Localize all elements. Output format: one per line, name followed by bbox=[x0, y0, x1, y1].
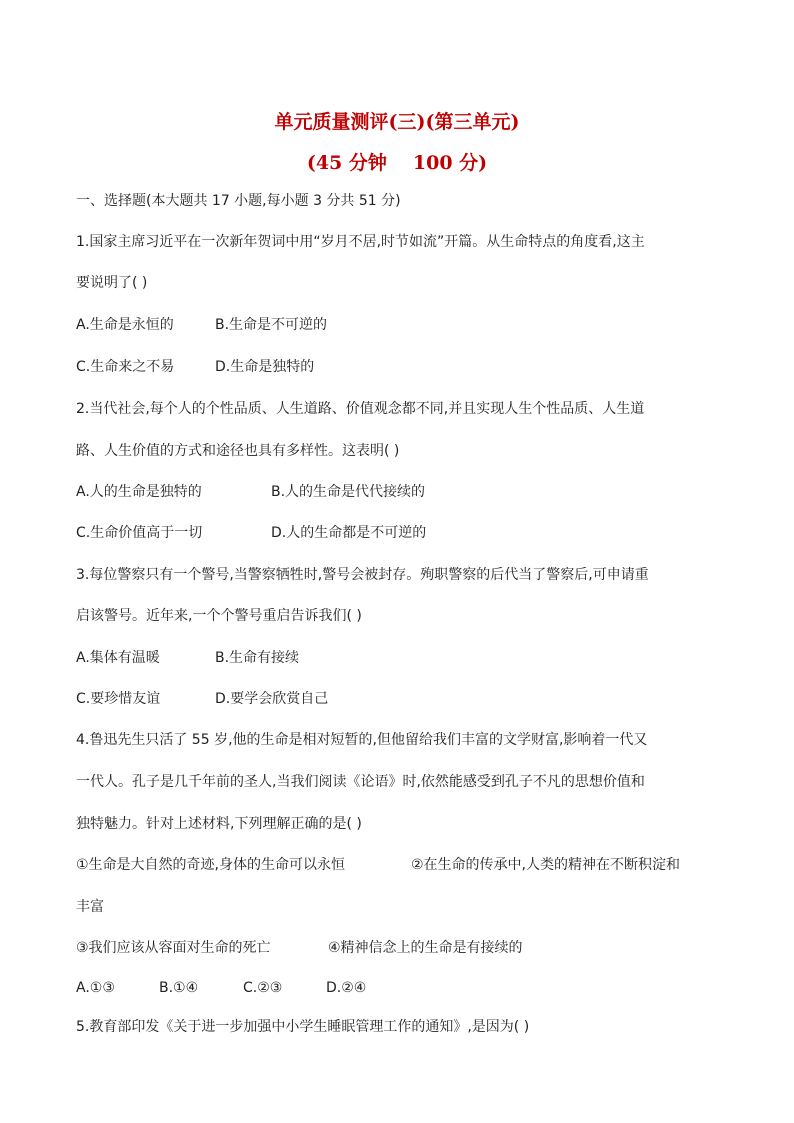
page-title: 单元质量测评(三)(第三单元) bbox=[274, 111, 520, 133]
question-4-statement-1: ①生命是大自然的奇迹,身体的生命可以永恒 bbox=[76, 857, 345, 873]
question-2-line-1: 2.当代社会,每个人的个性品质、人生道路、价值观念都不同,并且实现人生个性品质、人生道 bbox=[76, 401, 645, 417]
section-heading: 一、选择题(本大题共 17 小题,每小题 3 分共 51 分) bbox=[76, 193, 401, 209]
question-3-option-c: C.要珍惜友谊 bbox=[76, 691, 161, 707]
question-4-option-c: C.②③ bbox=[243, 980, 283, 996]
exam-total-score: 100 分) bbox=[412, 152, 488, 174]
question-2-option-c: C.生命价值高于一切 bbox=[76, 525, 203, 541]
question-4-option-a: A.①③ bbox=[76, 980, 115, 996]
question-2-option-d: D.人的生命都是不可逆的 bbox=[271, 525, 427, 541]
question-3-option-d: D.要学会欣赏自己 bbox=[215, 691, 329, 707]
question-3-line-2: 启该警号。近年来,一个个警号重启告诉我们( ) bbox=[76, 608, 362, 624]
question-3-option-b: B.生命有接续 bbox=[215, 650, 300, 666]
question-4-line-3: 独特魅力。针对上述材料,下列理解正确的是( ) bbox=[76, 816, 362, 832]
question-2-option-a: A.人的生命是独特的 bbox=[76, 484, 202, 500]
question-3-line-1: 3.每位警察只有一个警号,当警察牺牲时,警号会被封存。殉职警察的后代当了警察后,可申请重 bbox=[76, 567, 649, 583]
question-1-line-1: 1.国家主席习近平在一次新年贺词中用“岁月不居,时节如流”开篇。从生命特点的角度看,这主 bbox=[76, 234, 645, 250]
question-2-line-2: 路、人生价值的方式和途径也具有多样性。这表明( ) bbox=[76, 443, 400, 459]
question-1-option-b: B.生命是不可逆的 bbox=[215, 317, 328, 333]
question-4-statement-2-cont: 丰富 bbox=[76, 899, 104, 915]
question-3-option-a: A.集体有温暖 bbox=[76, 650, 160, 666]
question-4-line-2: 一代人。孔子是几千年前的圣人,当我们阅读《论语》时,依然能感受到孔子不凡的思想价值和 bbox=[76, 774, 645, 790]
question-1-option-a: A.生命是永恒的 bbox=[76, 317, 174, 333]
question-4-statement-4: ④精神信念上的生命是有接续的 bbox=[328, 940, 523, 956]
exam-duration: (45 分钟 bbox=[306, 152, 387, 174]
question-5-line-1: 5.教育部印发《关于进一步加强中小学生睡眠管理工作的通知》,是因为( ) bbox=[76, 1019, 530, 1035]
exam-subtitle bbox=[0, 148, 794, 175]
question-1-option-d: D.生命是独特的 bbox=[215, 359, 315, 375]
question-1-line-2: 要说明了( ) bbox=[76, 275, 148, 291]
question-4-line-1: 4.鲁迅先生只活了 55 岁,他的生命是相对短暂的,但他留给我们丰富的文学财富,影响着一代又 bbox=[76, 732, 648, 748]
question-1-option-c: C.生命来之不易 bbox=[76, 359, 175, 375]
question-4-statement-3: ③我们应该从容面对生命的死亡 bbox=[76, 940, 271, 956]
question-4-option-b: B.①④ bbox=[159, 980, 199, 996]
question-4-statement-2: ②在生命的传承中,人类的精神在不断积淀和 bbox=[411, 857, 680, 873]
question-2-option-b: B.人的生命是代代接续的 bbox=[271, 484, 426, 500]
question-4-option-d: D.②④ bbox=[326, 980, 367, 996]
